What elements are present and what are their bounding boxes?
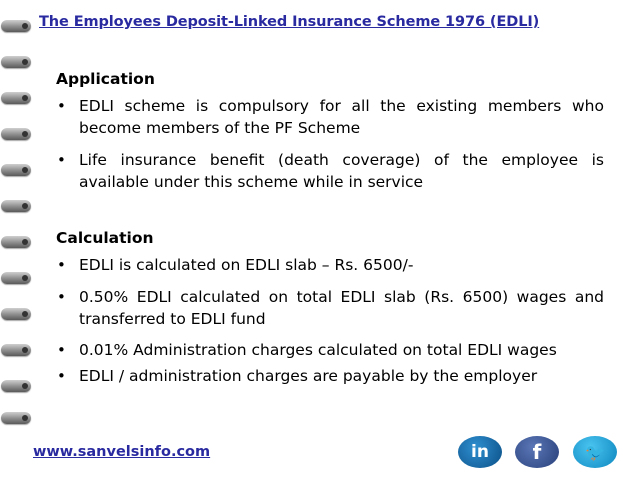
spiral-ring [1, 412, 31, 424]
bullet-marker: • [57, 288, 66, 306]
bullet-text: EDLI / administration charges are payable by the employer [79, 367, 538, 385]
facebook-button[interactable] [515, 436, 559, 468]
bullet-text: 0.01% Administration charges calculated on total EDLI wages [79, 341, 557, 359]
website-link[interactable]: www.sanvelsinfo.com [33, 444, 211, 460]
bullet-marker: • [57, 256, 66, 274]
bullet-text: 0.50% EDLI calculated on total EDLI slab (Rs. 6500) wages and transferred to EDLI fund [79, 288, 604, 328]
linkedin-icon: in [471, 442, 489, 462]
spiral-ring [1, 200, 31, 212]
section-heading-calculation: Calculation [56, 229, 154, 247]
spiral-ring [1, 92, 31, 104]
slide-title: The Employees Deposit-Linked Insurance Scheme 1976 (EDLI) [39, 14, 540, 30]
spiral-ring [1, 20, 31, 32]
twitter-button[interactable] [573, 436, 617, 468]
spiral-ring [1, 380, 31, 392]
bullet-marker: • [57, 341, 66, 359]
spiral-ring [1, 56, 31, 68]
section-heading-application: Application [56, 70, 155, 88]
spiral-ring [1, 128, 31, 140]
bullet-text: EDLI scheme is compulsory for all the existing members who become members of the PF Scheme [79, 97, 604, 137]
bullet-marker: • [57, 151, 66, 169]
linkedin-button[interactable] [458, 436, 502, 468]
bullet-text: Life insurance benefit (death coverage) of the employee is available under this scheme while in service [79, 151, 604, 191]
facebook-icon: f [532, 440, 542, 464]
spiral-ring [1, 344, 31, 356]
bullet-marker: • [57, 367, 66, 385]
bullet-marker: • [57, 97, 66, 115]
spiral-binding [0, 6, 34, 426]
spiral-ring [1, 272, 31, 284]
bullet-text: EDLI is calculated on EDLI slab – Rs. 6500/- [79, 256, 414, 274]
spiral-ring [1, 236, 31, 248]
spiral-ring [1, 164, 31, 176]
spiral-ring [1, 308, 31, 320]
twitter-icon: 🐦 [585, 442, 605, 462]
